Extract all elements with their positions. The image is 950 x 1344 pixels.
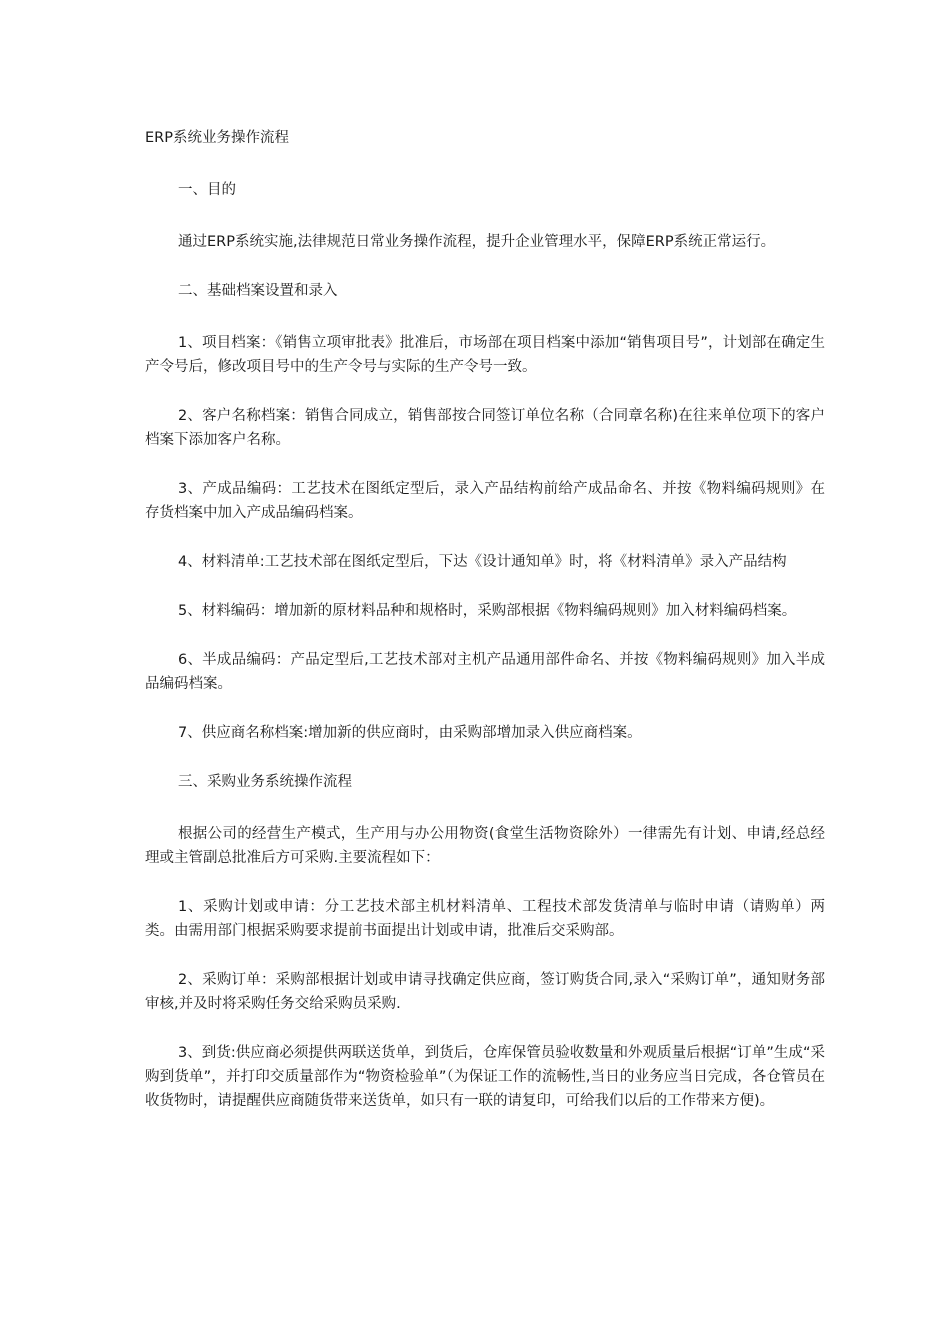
document-page [145, 126, 825, 1138]
paragraph: 2、采购订单：采购部根据计划或申请寻找确定供应商，签订购货合同,录入“采购订单”，通知财务部审核,并及时将采购任务交给采购员采购. [145, 972, 825, 1012]
document-title: ERP系统业务操作流程 [145, 130, 289, 146]
paragraph: 4、材料清单:工艺技术部在图纸定型后，下达《设计通知单》时，将《材料清单》录入产品结构 [178, 554, 787, 570]
section-heading: 二、基础档案设置和录入 [178, 283, 338, 299]
paragraph: 5、材料编码：增加新的原材料品种和规格时，采购部根据《物料编码规则》加入材料编码档案。 [178, 603, 797, 619]
paragraph: 通过ERP系统实施,法律规范日常业务操作流程，提升企业管理水平，保障ERP系统正常运行。 [178, 234, 776, 250]
section-heading: 一、目的 [178, 182, 236, 198]
section-procurement [145, 770, 825, 1113]
paragraph: 6、半成品编码：产品定型后,工艺技术部对主机产品通用部件命名、并按《物料编码规则》加入半成品编码档案。 [145, 652, 825, 692]
section-purpose [145, 178, 825, 254]
paragraph: 根据公司的经营生产模式，生产用与办公用物资(食堂生活物资除外）一律需先有计划、申请,经总经理或主管副总批准后方可采购.主要流程如下： [145, 826, 825, 866]
paragraph: 1、项目档案：《销售立项审批表》批准后，市场部在项目档案中添加“销售项目号”，计划部在确定生产令号后，修改项目号中的生产令号与实际的生产令号一致。 [145, 335, 825, 375]
paragraph: 1、采购计划或申请：分工艺技术部主机材料清单、工程技术部发货清单与临时申请（请购单）两类。由需用部门根据采购要求提前书面提出计划或申请，批准后交采购部。 [145, 899, 825, 939]
paragraph: 2、客户名称档案：销售合同成立，销售部按合同签订单位名称（合同章名称)在往来单位项下的客户档案下添加客户名称。 [145, 408, 825, 448]
section-basic-archives [145, 279, 825, 745]
paragraph: 7、供应商名称档案:增加新的供应商时，由采购部增加录入供应商档案。 [178, 725, 642, 741]
paragraph: 3、产成品编码：工艺技术在图纸定型后，录入产品结构前给产成品命名、并按《物料编码规则》在存货档案中加入产成品编码档案。 [145, 481, 825, 521]
paragraph: 3、到货:供应商必须提供两联送货单，到货后，仓库保管员验收数量和外观质量后根据“订单”生成“采购到货单”，并打印交质量部作为“物资检验单”（为保证工作的流畅性,当日的业务应当日完成，各仓管员在收货物时，请提醒供应商随货带来送货单，如只有一联的请复印，可给我们以后的工作带来方便)。 [145, 1045, 825, 1109]
section-heading: 三、采购业务系统操作流程 [178, 774, 352, 790]
